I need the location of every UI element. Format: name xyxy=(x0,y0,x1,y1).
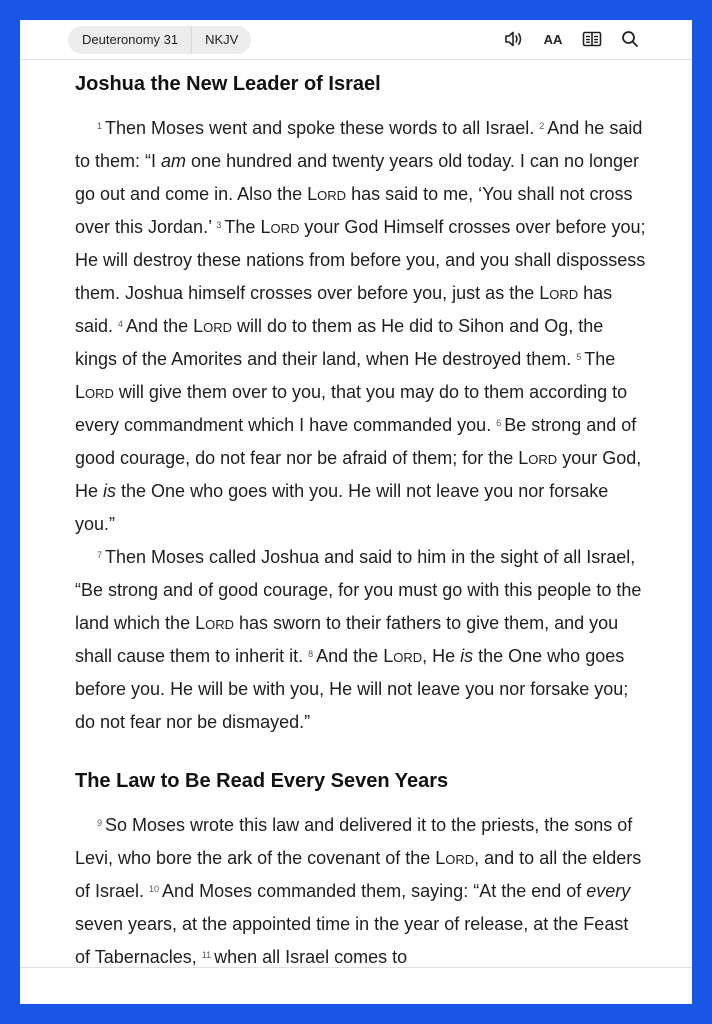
paragraph: $^7$ Then Moses called Joshua and said to him in the sight of all Israel, “Be strong and of good courage, for you must go with this people to the land which the Lord has sworn to their fathers to give them, and you shall cause them to inherit it. $^8$ And the Lord, He is the One who goes before you. He will be with you, He will not leave you nor forsake you; do not fear nor be dismayed.” xyxy=(75,547,642,732)
paragraph: $^9$ So Moses wrote this law and delivered it to the priests, the sons of Levi, who bore the ark of the covenant of the Lord, and to all the elders of Israel. $^{10}$ And Moses commanded them, saying: “At the end of every seven years, at the appointed time in the year of release, at the Feast of Tabernacles, $^{11}$ when all Israel comes to xyxy=(75,815,642,967)
chapter-text xyxy=(75,68,647,974)
search-icon[interactable] xyxy=(620,29,640,49)
audio-icon[interactable] xyxy=(504,29,524,49)
paragraph: $^1$ Then Moses went and spoke these words to all Israel. $^2$ And he said to them: “I am one hundred and twenty years old today. I can no longer go out and come in. Also the Lord has said to me, ‘You shall not cross over this Jordan.’ $^3$ The Lord your God Himself crosses over before you; He will destroy these nations from before you, and you shall dispossess them. Joshua himself crosses over before you, just as the Lord has said. $^4$ And the Lord will do to them as He did to Sihon and Og, the kings of the Amorites and their land, when He destroyed them. $^5$ The Lord will give them over to you, that you may do to them according to every commandment which I have commanded you. $^6$ Be strong and of good courage, do not fear nor be afraid of them; for the Lord your God, He is the One who goes with you. He will not leave you nor forsake you.” xyxy=(75,118,646,534)
verse-number[interactable]: 6 xyxy=(496,418,502,428)
verse-number[interactable]: 11 xyxy=(201,950,212,960)
reader-frame xyxy=(20,20,692,1004)
font-size-icon[interactable]: AA xyxy=(543,31,563,47)
bottom-divider xyxy=(20,967,692,968)
verse-number[interactable]: 2 xyxy=(539,121,545,131)
toolbar-icons xyxy=(504,29,640,49)
book-chapter-button[interactable]: Deuteronomy 31 xyxy=(82,32,179,47)
verse-number[interactable]: 1 xyxy=(97,121,103,131)
version-button[interactable]: NKJV xyxy=(205,32,239,47)
verse-number[interactable]: 9 xyxy=(97,818,103,828)
verse-number[interactable]: 5 xyxy=(576,352,582,362)
reference-pill xyxy=(68,26,251,54)
section-heading: Joshua the New Leader of Israel xyxy=(75,73,381,95)
verse-number[interactable]: 4 xyxy=(118,319,124,329)
verse-number[interactable]: 8 xyxy=(308,649,314,659)
verse-number[interactable]: 10 xyxy=(149,884,160,894)
top-toolbar xyxy=(20,20,692,60)
verse-number[interactable]: 7 xyxy=(97,550,103,560)
section-heading: The Law to Be Read Every Seven Years xyxy=(75,770,449,792)
parallel-icon[interactable] xyxy=(582,29,602,49)
verse-number[interactable]: 3 xyxy=(216,220,222,230)
